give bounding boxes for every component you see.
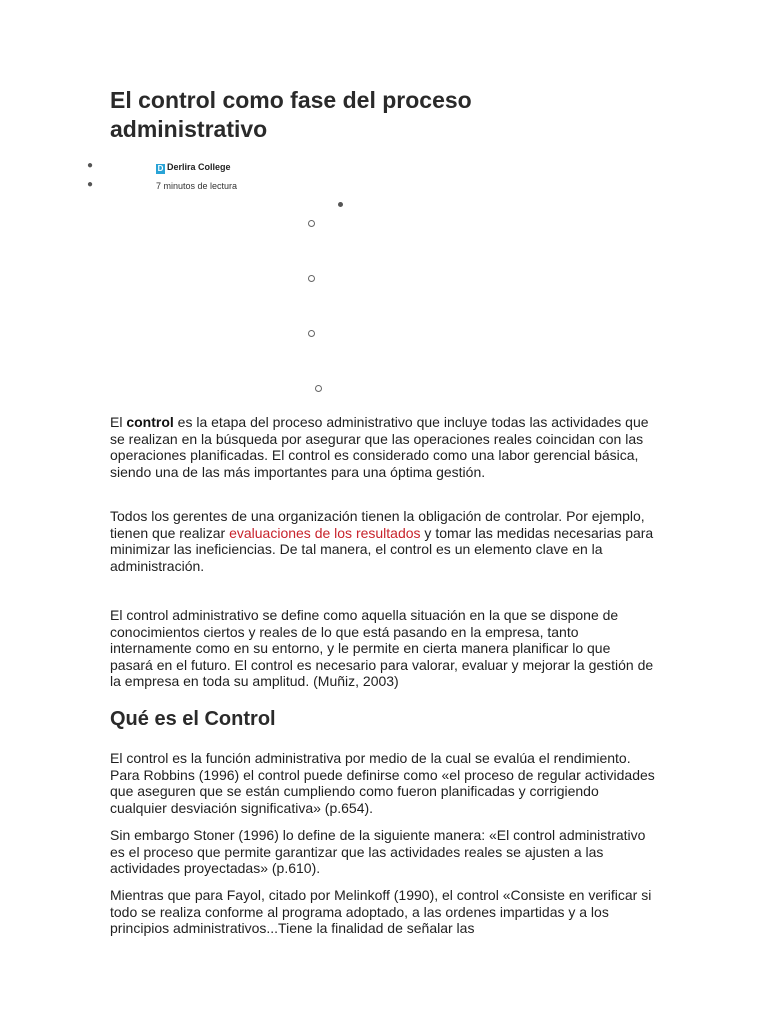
paragraph-stoner: Sin embargo Stoner (1996) lo define de la siguiente manera: «El control administrativo es el proceso que permite garantizar que las actividades reales se ajusten a las actividades proyectadas» (p.610). <box>110 827 646 876</box>
section-heading: Qué es el Control <box>110 708 276 730</box>
author-avatar-icon: D <box>157 164 164 173</box>
share-item-bullet[interactable] <box>308 330 315 337</box>
text-run: Todos los gerentes de una organización tienen la obligación de controlar. Por ejemplo, tienen que realizar <box>110 508 645 541</box>
paragraph-robbins: El control es la función administrativa por medio de la cual se evalúa el rendimiento. Para Robbins (1996) el control puede definirse como «el proceso de regular actividades que aseguren que se están cumpliendo como fueron planificadas y corrigiendo cualquier desviación significativa» (p.654). <box>110 750 655 816</box>
paragraph-intro <box>110 414 655 480</box>
article-title: El control como fase del proceso administrativo <box>110 87 472 142</box>
share-list-bullet <box>338 202 343 207</box>
author-name[interactable]: Derlira College <box>167 162 231 172</box>
share-item-bullet[interactable] <box>315 385 322 392</box>
text-run: es la etapa del proceso administrativo que incluye todas las actividades que se realizan en la búsqueda por asegurar que las operaciones reales coincidan con las operaciones planificadas. El control es considerado como una labor gerencial básica, siendo una de las más importantes para una óptima gestión. <box>110 414 649 480</box>
reading-time: 7 minutos de lectura <box>156 181 238 191</box>
author-byline[interactable] <box>156 161 231 174</box>
share-item-bullet[interactable] <box>308 220 315 227</box>
bold-term: control <box>126 414 174 430</box>
bullet-marker: ● <box>87 179 94 190</box>
share-item-bullet[interactable] <box>308 275 315 282</box>
bullet-marker: ● <box>87 160 94 171</box>
paragraph-definition: El control administrativo se define como aquella situación en la que se dispone de conocimientos ciertos y reales de lo que está pasando en la empresa, tanto internamente como en su entorno, y le permite en cierta manera planificar lo que pasará en el futuro. El control es necesario para valorar, evaluar y mejorar la gestión de la empresa en toda su amplitud. (Muñiz, 2003) <box>110 607 654 689</box>
paragraph-managers <box>110 508 655 574</box>
text-run: y tomar las medidas necesarias para minimizar las ineficiencias. De tal manera, el control es un elemento clave en la administración. <box>110 524 654 574</box>
evaluaciones-link[interactable]: evaluaciones de los resultados <box>229 524 421 541</box>
text-run: El <box>110 414 127 430</box>
paragraph-fayol: Mientras que para Fayol, citado por Melinkoff (1990), el control «Consiste en verificar si todo se realiza conforme al programa adoptado, a las ordenes impartidas y a los principios administrativos...Tiene la finalidad de señalar las <box>110 887 652 936</box>
